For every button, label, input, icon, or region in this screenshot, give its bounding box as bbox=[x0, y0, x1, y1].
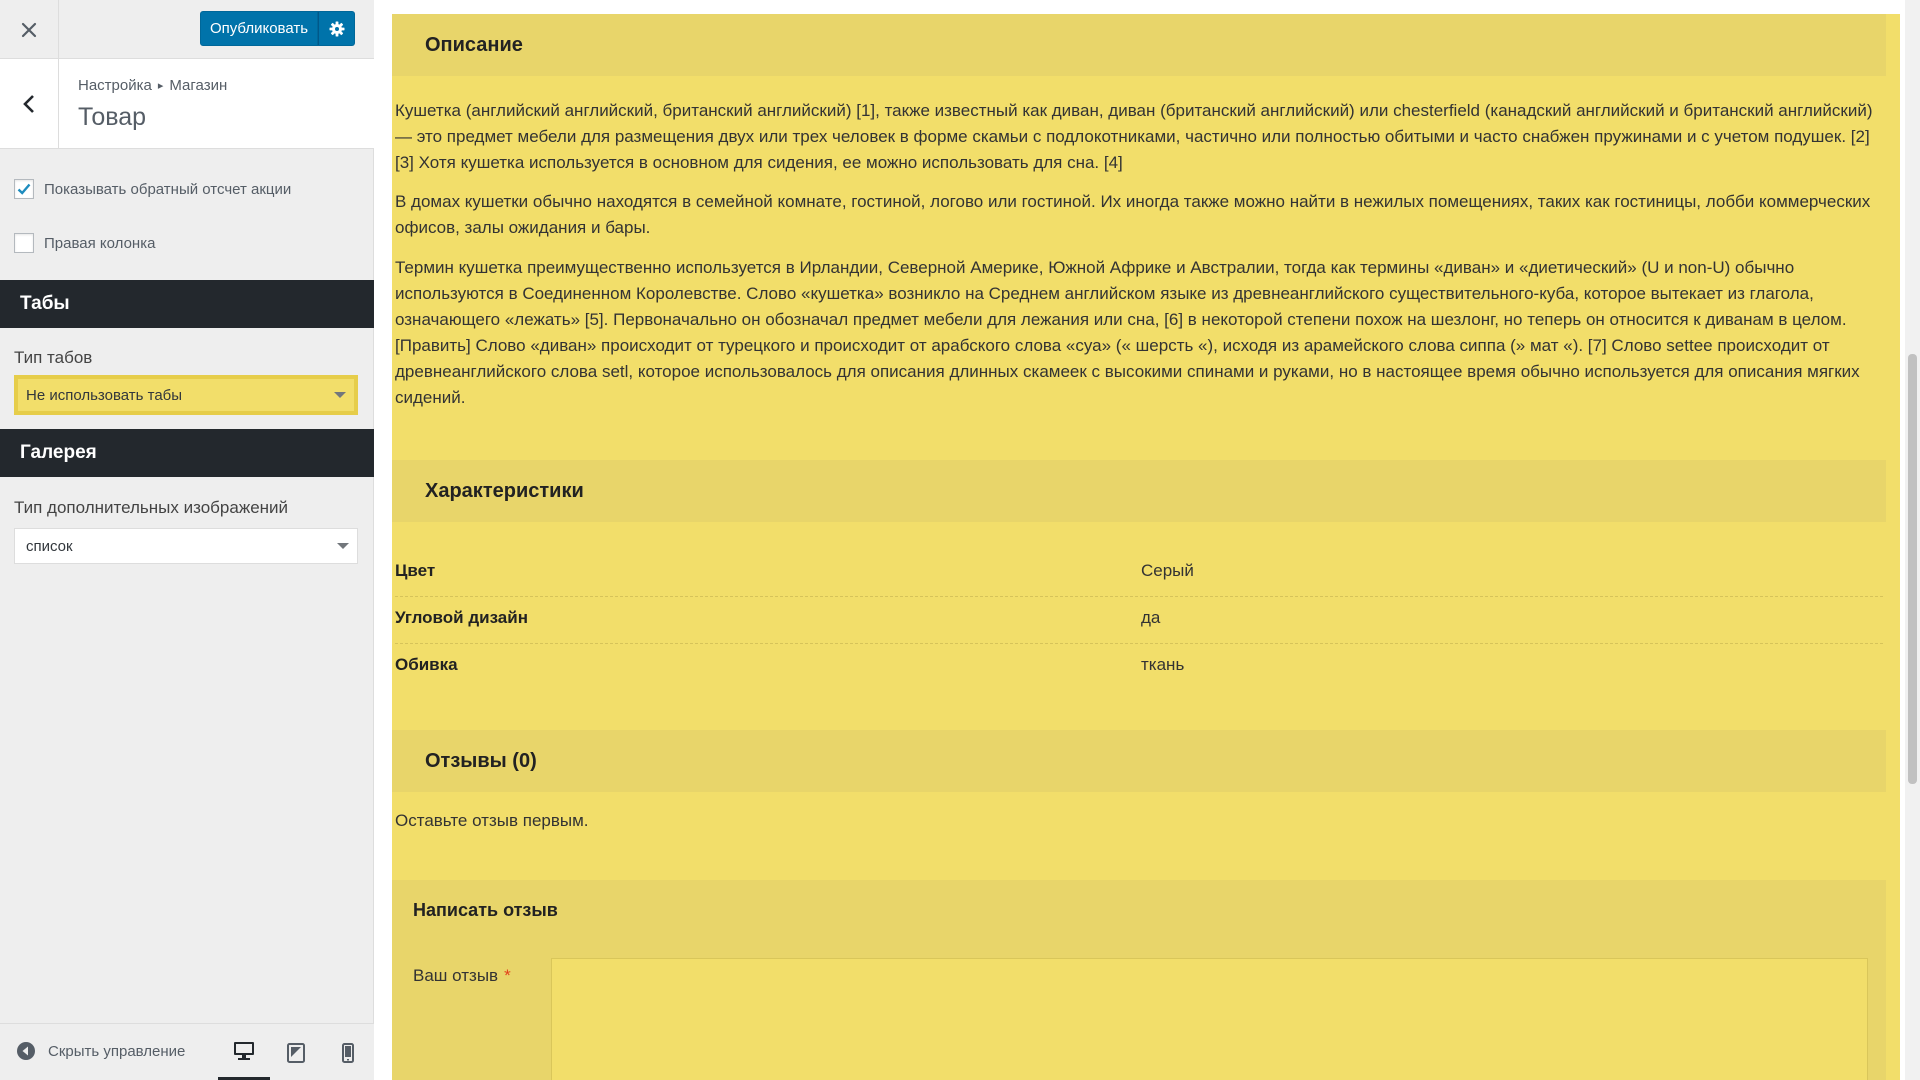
spec-value: ткань bbox=[1141, 655, 1185, 674]
required-marker: * bbox=[504, 966, 511, 985]
specs-heading: Характеристики bbox=[392, 460, 1886, 522]
countdown-checkbox-label: Показывать обратный отсчет акции bbox=[44, 180, 292, 198]
description-paragraph: В домах кушетки обычно находятся в семейной комнате, гостиной, логово или гостиной. Их иногда также можно найти в нежилых помещениях, таких как гостиницы, лобби коммерческих офисов, залы ожидания и бары. bbox=[395, 192, 1871, 237]
scrollbar-thumb[interactable] bbox=[1908, 354, 1917, 784]
site-preview bbox=[374, 0, 1920, 1080]
breadcrumb-separator: ▸ bbox=[157, 80, 164, 92]
tabs-group-header: Табы bbox=[0, 280, 374, 328]
hide-controls-button[interactable] bbox=[16, 1041, 185, 1061]
gallery-type-select[interactable] bbox=[14, 528, 358, 564]
review-form bbox=[392, 940, 1886, 1080]
spec-row bbox=[395, 597, 1883, 644]
gear-icon bbox=[329, 21, 345, 37]
mobile-icon bbox=[342, 1043, 354, 1063]
section-header bbox=[0, 59, 374, 149]
gallery-type-value: список bbox=[26, 537, 73, 555]
reviews-empty-text: Оставьте отзыв первым. bbox=[395, 811, 589, 830]
countdown-checkbox-control[interactable] bbox=[14, 179, 291, 199]
close-customizer-button[interactable] bbox=[0, 0, 59, 59]
close-icon bbox=[21, 22, 37, 38]
reviews-heading: Отзывы (0) bbox=[392, 730, 1886, 792]
publish-settings-button[interactable] bbox=[318, 11, 355, 46]
back-button[interactable] bbox=[0, 59, 59, 149]
countdown-checkbox[interactable] bbox=[14, 179, 34, 199]
customizer-footer bbox=[0, 1023, 374, 1080]
customizer-header bbox=[0, 0, 374, 59]
spec-value: Серый bbox=[1141, 561, 1194, 580]
right-column-checkbox[interactable] bbox=[14, 233, 34, 253]
breadcrumb bbox=[78, 77, 227, 94]
description-paragraph: Кушетка (английский английский, британский английский) [1], также известный как диван, диван (британский английский) или chesterfield (канадский английский и британский английский) — это предмет мебели для размещения двух или трех человек в форме скамьи с подлокотниками, частично или полностью обитыми и часто снабжен пружинами и с учетом подушек. [2] [3] Хотя кушетка используется в основном для сидения, ее можно использовать для сна. [4] bbox=[395, 101, 1873, 172]
publish-group bbox=[200, 11, 355, 46]
gallery-type-label: Тип дополнительных изображений bbox=[14, 498, 289, 517]
spec-value: да bbox=[1141, 608, 1161, 627]
review-form-heading: Написать отзыв bbox=[392, 880, 1886, 940]
description-paragraph: Термин кушетка преимущественно используется в Ирландии, Северной Америке, Южной Африке и Австралии, тогда как термины «диван» и «диетический» (U и non-U) обычно используются в Соединенном Королевстве. Слово «кушетка» возникло на Среднем английском языке из древнеанглийского существительного-куба, которое вытекает из глагола, означающего «лежать» [5]. Первоначально он обозначал предмет мебели для лежания или сна, [6] в некоторой степени похож на шезлонг, но теперь он относится к диванам в целом. [Править] Слово «диван» происходит от турецкого и происходит от арабского слова «суа» (« шерсть «), исходя из арамейского слова сиппа (» мат «). [7] Слово settee происходит от древнеанглийского слова setl, которое использовалось для описания длинных скамеек с высокими спинами и руками, но в настоящее время обычно используется для описания мягких сидений. bbox=[395, 258, 1860, 407]
right-column-checkbox-label: Правая колонка bbox=[44, 234, 156, 252]
tabs-type-select[interactable] bbox=[14, 375, 358, 415]
review-label-text: Ваш отзыв bbox=[413, 966, 499, 985]
spec-key: Обивка bbox=[395, 655, 458, 674]
publish-button[interactable]: Опубликовать bbox=[200, 11, 318, 46]
preview-scrollbar[interactable] bbox=[1905, 0, 1920, 1080]
spec-row bbox=[395, 644, 1883, 691]
section-title: Товар bbox=[78, 103, 147, 131]
breadcrumb-parent: Магазин bbox=[169, 77, 228, 94]
hide-controls-label: Скрыть управление bbox=[48, 1042, 186, 1060]
review-textarea[interactable] bbox=[551, 958, 1868, 1080]
gallery-group-header: Галерея bbox=[0, 429, 374, 477]
desktop-icon bbox=[233, 1041, 255, 1061]
tablet-icon bbox=[287, 1043, 305, 1063]
spec-row bbox=[395, 550, 1883, 597]
preview-mobile-button[interactable] bbox=[322, 1024, 374, 1080]
collapse-icon bbox=[16, 1041, 36, 1061]
customizer-sidebar bbox=[0, 0, 374, 1080]
tabs-type-value: Не использовать табы bbox=[26, 386, 183, 404]
tabs-type-label: Тип табов bbox=[14, 348, 93, 367]
checkmark-icon bbox=[16, 181, 32, 197]
chevron-down-icon bbox=[334, 392, 346, 398]
preview-tablet-button[interactable] bbox=[270, 1024, 322, 1080]
chevron-left-icon bbox=[22, 94, 36, 114]
spec-key: Цвет bbox=[395, 561, 436, 580]
chevron-down-icon bbox=[337, 543, 349, 549]
description-heading: Описание bbox=[392, 14, 1886, 76]
breadcrumb-root: Настройка bbox=[78, 77, 152, 94]
right-column-checkbox-control[interactable] bbox=[14, 233, 155, 253]
spec-key: Угловой дизайн bbox=[395, 608, 528, 627]
product-tabs-content bbox=[392, 14, 1900, 1080]
preview-desktop-button[interactable] bbox=[218, 1024, 270, 1080]
review-field-label bbox=[413, 966, 511, 986]
